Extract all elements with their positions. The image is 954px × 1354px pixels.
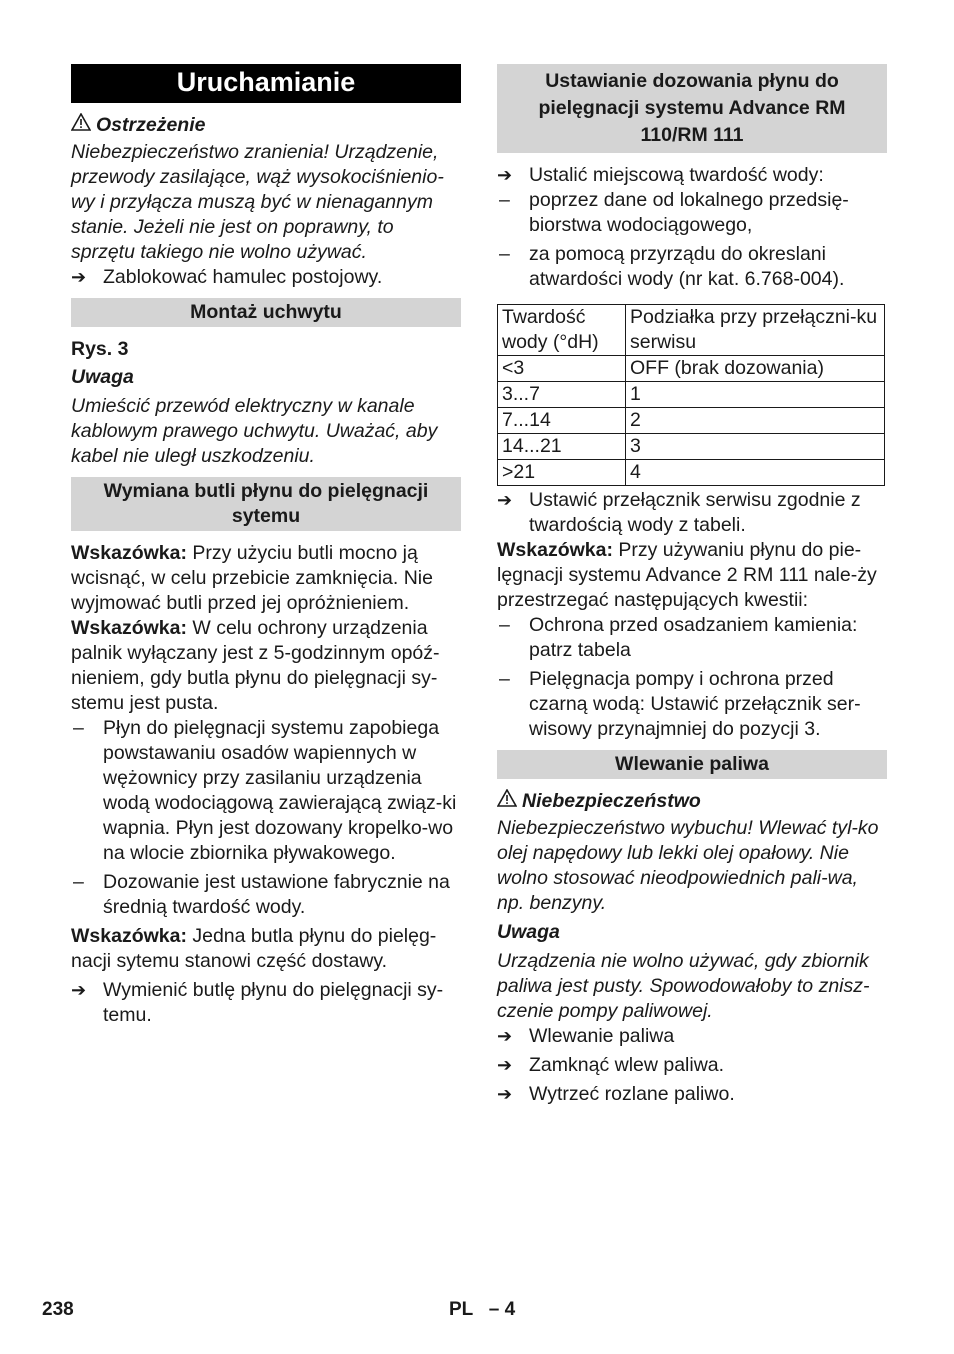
note-text: Urządzenia nie wolno używać, gdy zbiornik paliwa jest pusty. Spowodowałoby to znisz-czenie pompy paliwowej. <box>497 950 870 1022</box>
list-item: – za pomocą przyrządu do okreslani atwardości wody (nr kat. 6.768-004). <box>499 243 845 290</box>
arrow-right-icon: ➔ <box>497 1084 513 1104</box>
hint-3: Wskazówka: Jedna butla płynu do pielęg-nacji sytemu stanowi część dostawy. <box>71 925 437 972</box>
table-row: 14...21 3 <box>498 434 885 460</box>
step-set-switch: ➔ Ustawić przełącznik serwisu zgodnie z twardością wody z tabeli. <box>497 489 861 536</box>
note-label: Uwaga <box>71 366 134 388</box>
warning-heading <box>71 113 461 138</box>
step-hardness: ➔ Ustalić miejscową twardość wody: <box>497 164 824 186</box>
arrow-right-icon: ➔ <box>71 267 87 287</box>
table-header-cell: Twardość wody (°dH) <box>498 305 626 356</box>
table-header-row <box>498 305 885 356</box>
hardness-table <box>497 304 885 486</box>
page-number: 238 <box>42 1299 74 1320</box>
arrow-right-icon: ➔ <box>497 1026 513 1046</box>
warning-label: Ostrzeżenie <box>96 114 206 136</box>
hint-1: Wskazówka: Przy użyciu butli mocno ją wcisnąć, w celu przebicie zamknięcia. Nie wyjmować butli przed jej opróżnieniem. <box>71 542 433 614</box>
section-heading-mount: Montaż uchwytu <box>71 298 461 327</box>
warning-triangle-icon <box>71 113 96 138</box>
section-heading-bottle: Wymiana butli płynu do pielęgnacji sytemu <box>71 477 461 531</box>
table-row: >21 4 <box>498 460 885 486</box>
step-close-fuel: ➔ Zamknąć wlew paliwa. <box>497 1054 725 1076</box>
arrow-right-icon: ➔ <box>497 1055 513 1075</box>
table-row: <3 OFF (brak dozowania) <box>498 356 885 382</box>
hint-2: Wskazówka: W celu ochrony urządzenia palnik wyłączany jest z 5-godzinnym opóź-nieniem, gdy butla płynu do pielęgnacji sy-stemu jest pusta. <box>71 617 440 714</box>
arrow-right-icon: ➔ <box>71 980 87 1000</box>
list-item: – Płyn do pielęgnacji systemu zapobiega powstawaniu osadów wapiennych w wężownicy przy zasilaniu urządzenia wodą wodociągową zawierającą związ-ki wapnia. Płyn jest dozowany kropelko-wo na wlocie zbiornika pływakowego. <box>73 717 457 864</box>
note-label: Uwaga <box>497 921 560 943</box>
step-replace-bottle: ➔ Wymienić butlę płynu do pielęgnacji sy-temu. <box>71 979 444 1026</box>
hint-advance: Wskazówka: Przy używaniu płynu do pie-lęgnacji systemu Advance 2 RM 111 nale-ży przestrzegać następujących kwestii: <box>497 539 877 611</box>
section-heading-fuel: Wlewanie paliwa <box>497 750 887 779</box>
section-title-uruchamianie: Uruchamianie <box>71 64 461 103</box>
step-fill-fuel: ➔ Wlewanie paliwa <box>497 1025 675 1047</box>
table-row: 3...7 1 <box>498 382 885 408</box>
danger-heading <box>497 789 887 814</box>
table-row: 7...14 2 <box>498 408 885 434</box>
note-text: Umieścić przewód elektryczny w kanale kablowym prawego uchwytu. Uważać, aby kabel nie uległ uszkodzeniu. <box>71 395 438 467</box>
right-column <box>497 64 887 1107</box>
danger-text: Niebezpieczeństwo wybuchu! Wlewać tyl-ko olej napędowy lub lekki olej opałowy. Nie wolno stosować nieodpowiednich pali-wa, np. benzyny. <box>497 817 879 914</box>
arrow-right-icon: ➔ <box>497 165 513 185</box>
warning-text: Niebezpieczeństwo zranienia! Urządzenie, przewody zasilające, wąż wysokociśnienio-wy i przyłącza muszą być w nienagannym stanie. Jeżeli nie jest on poprawny, to sprzętu takiego nie wolno używać. <box>71 141 444 263</box>
list-item: – Pielęgnacja pompy i ochrona przed czarną wodą: Ustawić przełącznik ser-wisowy przynajmniej do pozycji 3. <box>499 668 861 740</box>
figure-reference: Rys. 3 <box>71 338 129 360</box>
language-page-indicator: PL – 4 <box>449 1299 516 1320</box>
step-wipe-fuel: ➔ Wytrzeć rozlane paliwo. <box>497 1083 735 1105</box>
warning-triangle-icon <box>497 789 522 814</box>
danger-label: Niebezpieczeństwo <box>522 790 701 812</box>
section-heading-dosing: Ustawianie dozowania płynu do pielęgnacji systemu Advance RM 110/RM 111 <box>497 64 887 153</box>
arrow-right-icon: ➔ <box>497 490 513 510</box>
list-item: – poprzez dane od lokalnego przedsię-biorstwa wodociągowego, <box>499 189 849 236</box>
table-header-cell: Podziałka przy przełączni-ku serwisu <box>626 305 885 356</box>
step-parking-brake: ➔ Zablokować hamulec postojowy. <box>71 266 383 288</box>
left-column <box>71 64 461 1028</box>
list-item: – Dozowanie jest ustawione fabrycznie na średnią twardość wody. <box>73 871 450 918</box>
list-item: – Ochrona przed osadzaniem kamienia: patrz tabela <box>499 614 858 661</box>
